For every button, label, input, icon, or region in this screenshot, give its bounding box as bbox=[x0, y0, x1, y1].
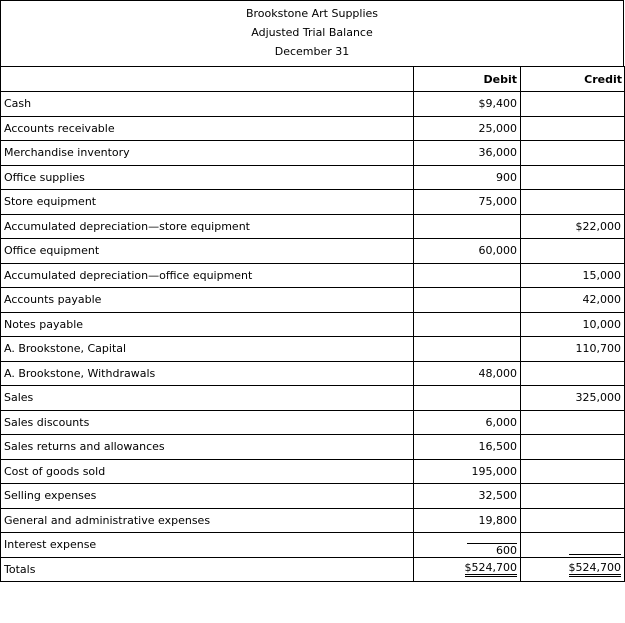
credit-cell bbox=[521, 435, 625, 460]
debit-cell: 60,000 bbox=[414, 239, 521, 264]
debit-cell bbox=[414, 214, 521, 239]
debit-cell: 36,000 bbox=[414, 141, 521, 166]
account-cell: Merchandise inventory bbox=[1, 141, 414, 166]
credit-cell bbox=[521, 190, 625, 215]
credit-cell bbox=[521, 484, 625, 509]
account-cell: Store equipment bbox=[1, 190, 414, 215]
debit-cell bbox=[414, 288, 521, 313]
totals-label-cell: Totals bbox=[1, 557, 414, 582]
table-row bbox=[1, 386, 625, 411]
trial-balance-table bbox=[0, 66, 625, 582]
debit-cell: 900 bbox=[414, 165, 521, 190]
account-cell: Office equipment bbox=[1, 239, 414, 264]
debit-column-header: Debit bbox=[414, 67, 521, 92]
debit-cell: 32,500 bbox=[414, 484, 521, 509]
account-cell: Accumulated depreciation—office equipment bbox=[1, 263, 414, 288]
account-cell: A. Brookstone, Capital bbox=[1, 337, 414, 362]
table-row bbox=[1, 435, 625, 460]
credit-column-header: Credit bbox=[521, 67, 625, 92]
account-cell: A. Brookstone, Withdrawals bbox=[1, 361, 414, 386]
credit-cell bbox=[521, 239, 625, 264]
table-row bbox=[1, 116, 625, 141]
debit-value: 600 bbox=[467, 543, 517, 557]
table-row bbox=[1, 288, 625, 313]
debit-cell bbox=[414, 263, 521, 288]
table-row bbox=[1, 165, 625, 190]
debit-cell: 195,000 bbox=[414, 459, 521, 484]
credit-underline bbox=[569, 554, 621, 555]
column-header-row bbox=[1, 67, 625, 92]
table-row bbox=[1, 484, 625, 509]
table-row bbox=[1, 263, 625, 288]
account-cell: Accounts payable bbox=[1, 288, 414, 313]
account-cell: Sales bbox=[1, 386, 414, 411]
account-cell: Office supplies bbox=[1, 165, 414, 190]
account-column-header bbox=[1, 67, 414, 92]
credit-cell: $22,000 bbox=[521, 214, 625, 239]
table-row bbox=[1, 337, 625, 362]
statement-header bbox=[0, 0, 624, 66]
statement-title: Adjusted Trial Balance bbox=[251, 26, 373, 39]
debit-cell bbox=[414, 533, 521, 558]
table-row bbox=[1, 239, 625, 264]
credit-cell: 110,700 bbox=[521, 337, 625, 362]
credit-cell bbox=[521, 141, 625, 166]
table-row bbox=[1, 410, 625, 435]
credit-cell bbox=[521, 508, 625, 533]
debit-cell: 75,000 bbox=[414, 190, 521, 215]
debit-cell bbox=[414, 312, 521, 337]
totals-credit-value: $524,700 bbox=[569, 561, 622, 577]
debit-cell: 6,000 bbox=[414, 410, 521, 435]
table-row bbox=[1, 214, 625, 239]
credit-cell bbox=[521, 410, 625, 435]
company-name: Brookstone Art Supplies bbox=[245, 7, 379, 20]
account-cell: Selling expenses bbox=[1, 484, 414, 509]
credit-cell: 10,000 bbox=[521, 312, 625, 337]
account-cell: Interest expense bbox=[1, 533, 414, 558]
credit-cell: 325,000 bbox=[521, 386, 625, 411]
table-row bbox=[1, 92, 625, 117]
account-cell: General and administrative expenses bbox=[1, 508, 414, 533]
totals-debit-value: $524,700 bbox=[465, 561, 518, 577]
credit-cell: 15,000 bbox=[521, 263, 625, 288]
table-row bbox=[1, 312, 625, 337]
account-cell: Accounts receivable bbox=[1, 116, 414, 141]
totals-row bbox=[1, 557, 625, 582]
debit-cell bbox=[414, 386, 521, 411]
debit-cell: 19,800 bbox=[414, 508, 521, 533]
table-row bbox=[1, 361, 625, 386]
account-cell: Cash bbox=[1, 92, 414, 117]
debit-cell: $9,400 bbox=[414, 92, 521, 117]
debit-cell: 25,000 bbox=[414, 116, 521, 141]
debit-cell: 16,500 bbox=[414, 435, 521, 460]
totals-credit-cell bbox=[521, 557, 625, 582]
credit-cell bbox=[521, 459, 625, 484]
table-row bbox=[1, 459, 625, 484]
account-cell: Accumulated depreciation—store equipment bbox=[1, 214, 414, 239]
credit-cell bbox=[521, 165, 625, 190]
credit-cell bbox=[521, 361, 625, 386]
account-cell: Sales discounts bbox=[1, 410, 414, 435]
credit-cell bbox=[521, 116, 625, 141]
credit-cell: 42,000 bbox=[521, 288, 625, 313]
table-row bbox=[1, 141, 625, 166]
totals-debit-cell bbox=[414, 557, 521, 582]
debit-cell: 48,000 bbox=[414, 361, 521, 386]
account-cell: Sales returns and allowances bbox=[1, 435, 414, 460]
credit-cell bbox=[521, 92, 625, 117]
table-row bbox=[1, 533, 625, 558]
debit-cell bbox=[414, 337, 521, 362]
table-row bbox=[1, 190, 625, 215]
account-cell: Notes payable bbox=[1, 312, 414, 337]
account-cell: Cost of goods sold bbox=[1, 459, 414, 484]
statement-date: December 31 bbox=[274, 45, 350, 58]
credit-cell bbox=[521, 533, 625, 558]
table-row bbox=[1, 508, 625, 533]
